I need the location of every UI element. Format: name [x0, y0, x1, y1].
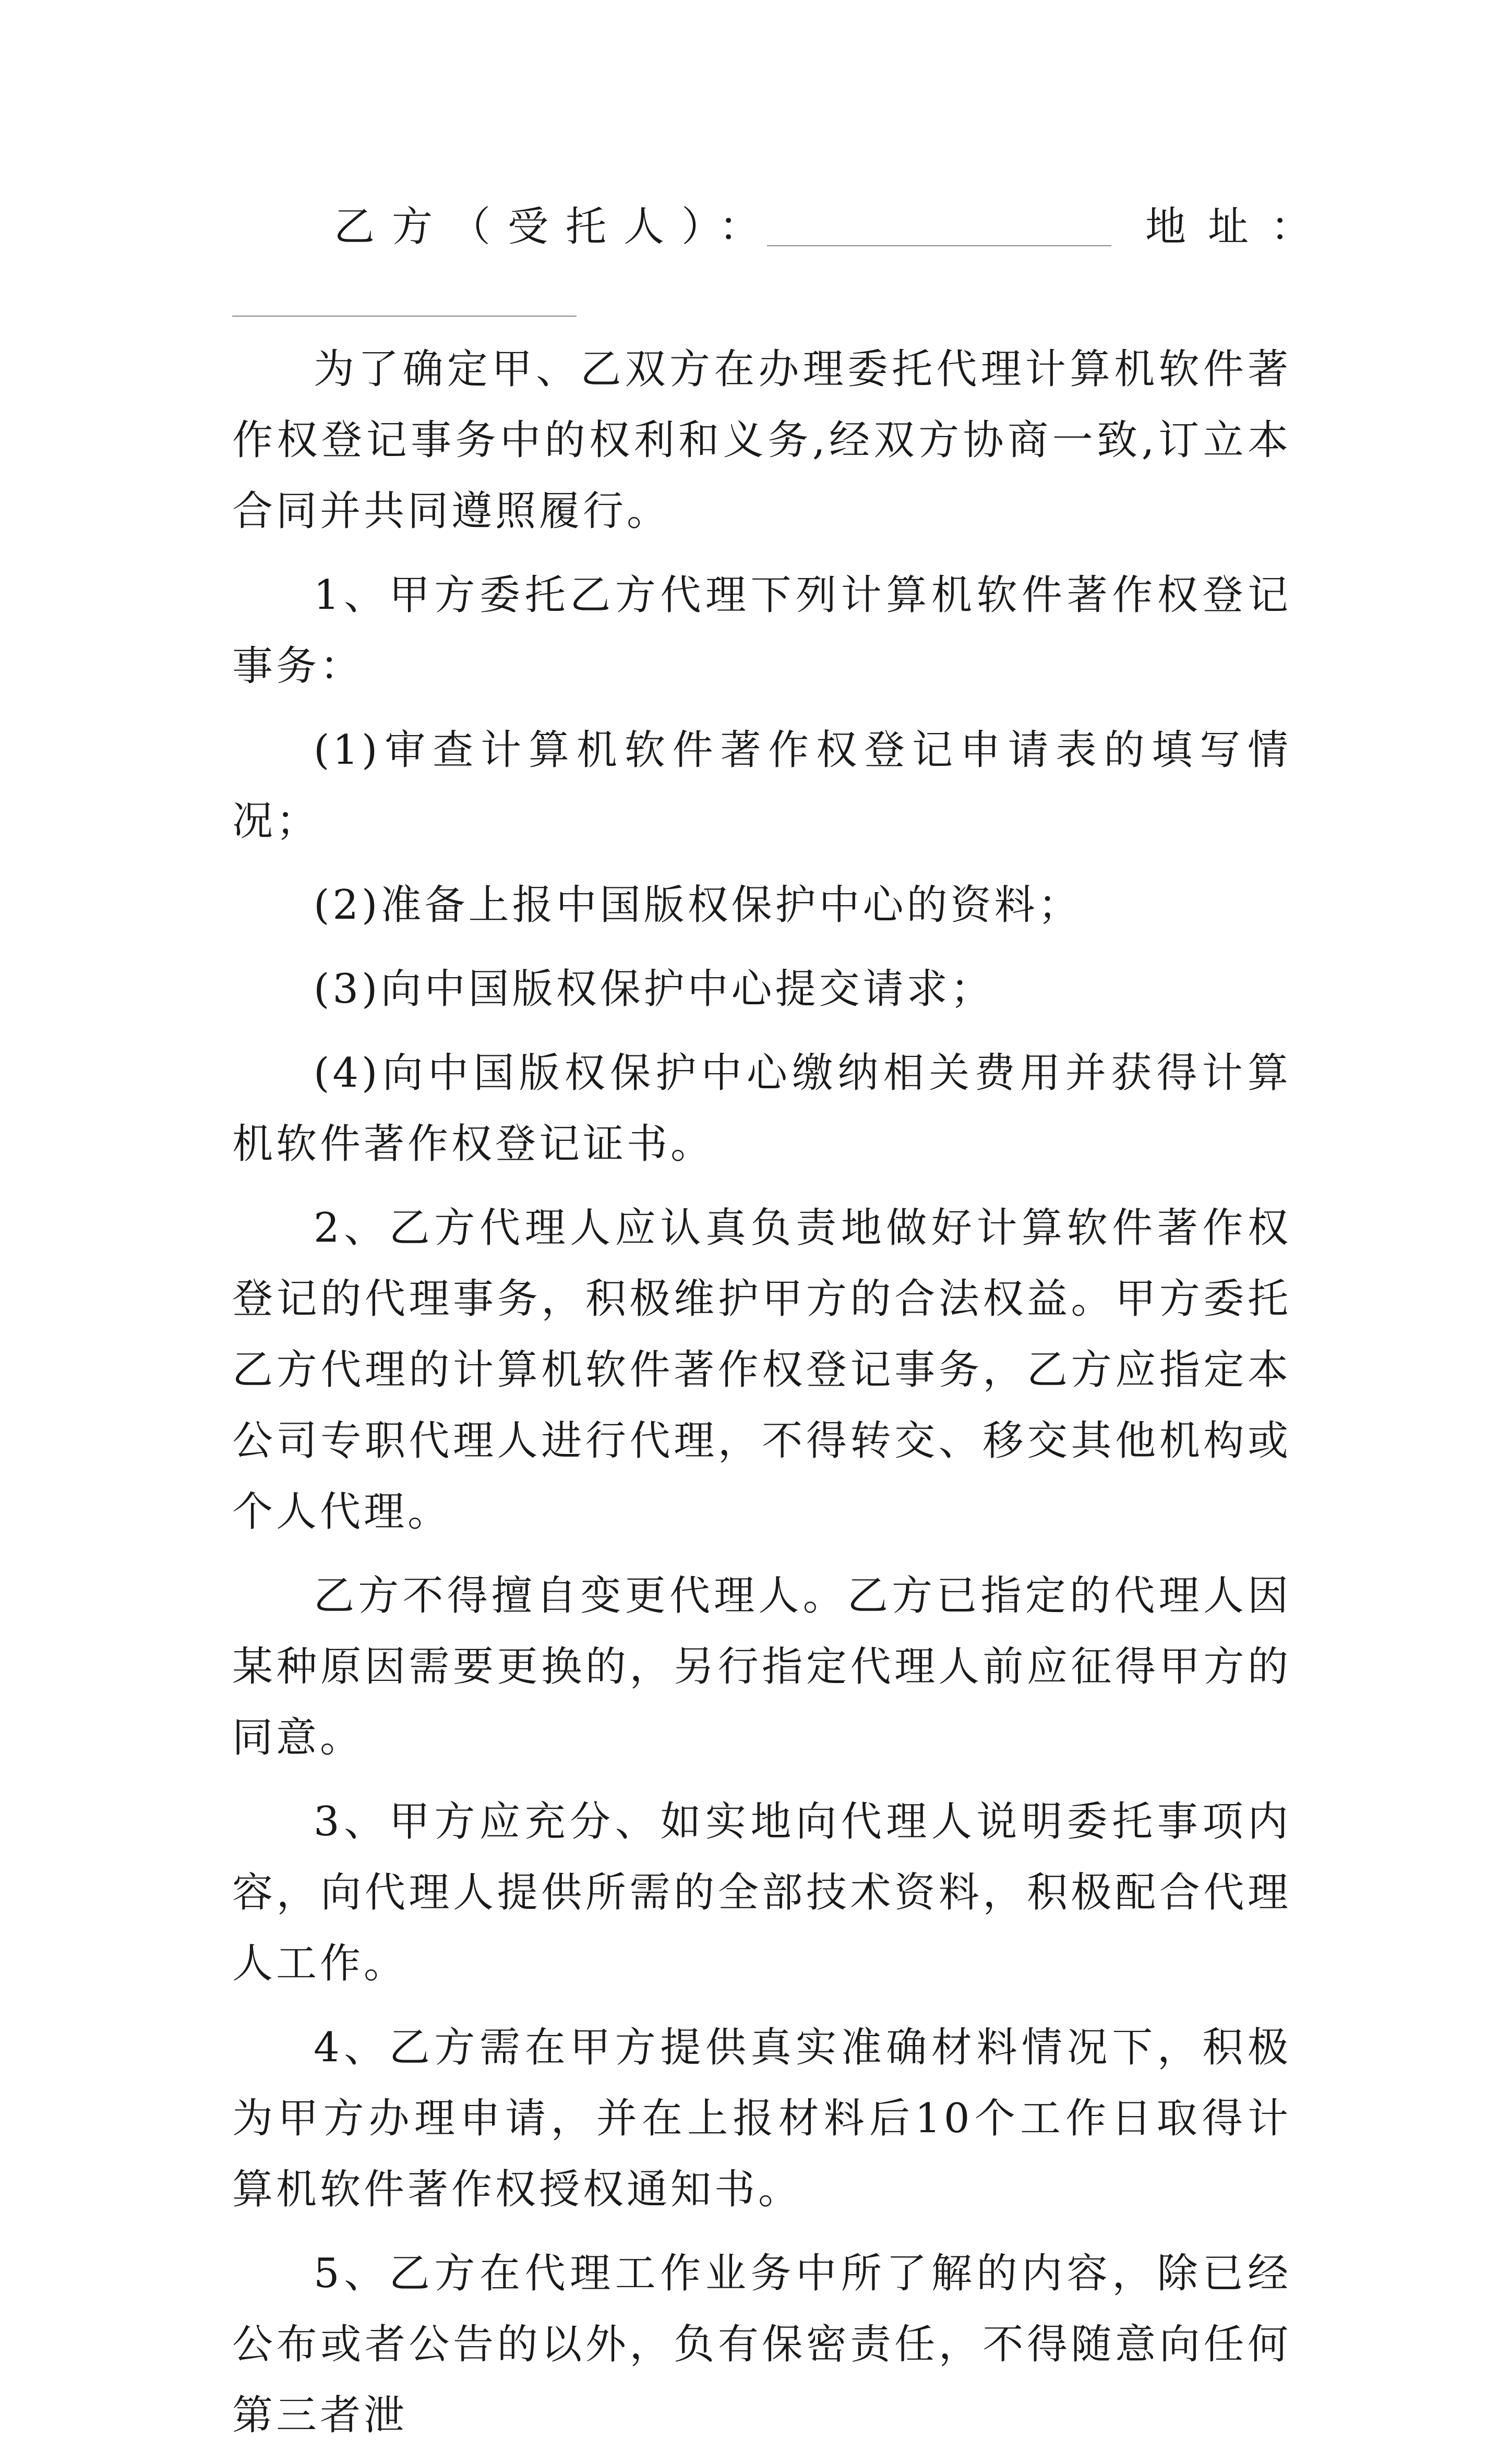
clause-4: 4、乙方需在甲方提供真实准确材料情况下，积极为甲方办理申请，并在上报材料后10个工作日取得计算机软件著作权授权通知书。	[232, 2024, 1291, 2213]
clause-3: 3、甲方应充分、如实地向代理人说明委托事项内容，向代理人提供所需的全部技术资料，积极配合代理人工作。	[232, 1798, 1291, 1987]
contract-body	[232, 334, 1291, 2464]
intro-paragraph: 为了确定甲、乙双方在办理委托代理计算机软件著作权登记事务中的权利和义务,经双方协商一致,订立本合同并共同遵照履行。	[232, 346, 1291, 535]
clause-1: 1、甲方委托乙方代理下列计算机软件著作权登记事务：	[232, 572, 1291, 690]
clause-2: 2、乙方代理人应认真负责地做好计算软件著作权登记的代理事务，积极维护甲方的合法权益。甲方委托乙方代理的计算机软件著作权登记事务，乙方应指定本公司专职代理人进行代理，不得转交、移交其他机构或个人代理。	[232, 1205, 1291, 1535]
clause-1-item-1: (1)审查计算机软件著作权登记申请表的填写情况；	[232, 727, 1291, 845]
address-blank-line	[232, 316, 577, 317]
clause-2-continued: 乙方不得擅自变更代理人。乙方已指定的代理人因某种原因需要更换的，另行指定代理人前应征得甲方的同意。	[232, 1572, 1291, 1761]
address-label: 地址：	[1145, 203, 1334, 250]
clause-5: 5、乙方在代理工作业务中所了解的内容，除已经公布或者公告的以外，负有保密责任，不得随意向任何第三者泄	[232, 2250, 1291, 2439]
party-b-row	[0, 196, 1510, 258]
party-b-label: 乙方（受托人）：	[334, 203, 777, 250]
clause-1-item-2: (2)准备上报中国版权保护中心的资料；	[314, 882, 1082, 929]
party-b-blank-line	[767, 245, 1111, 246]
clause-1-item-4: (4)向中国版权保护中心缴纳相关费用并获得计算机软件著作权登记证书。	[232, 1050, 1291, 1168]
clause-1-item-3: (3)向中国版权保护中心提交请求；	[314, 966, 994, 1013]
